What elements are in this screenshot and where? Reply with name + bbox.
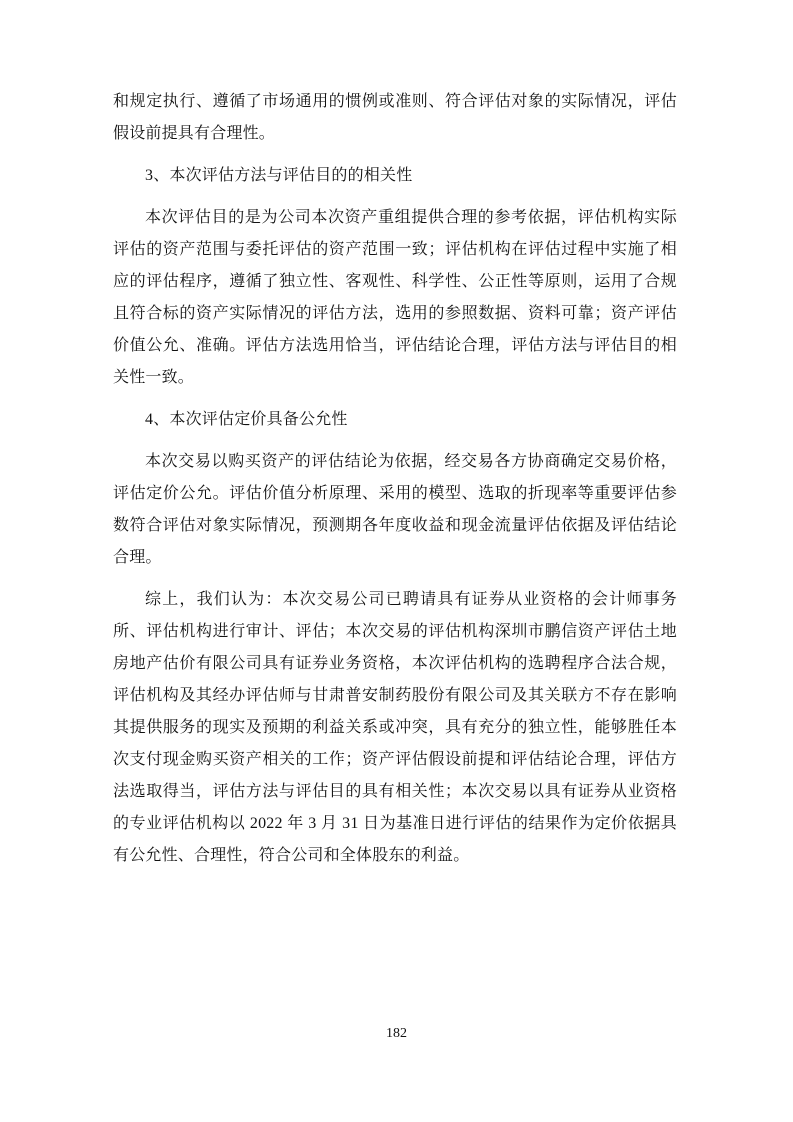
- document-body: [113, 86, 677, 882]
- body-paragraph: 综上，我们认为：本次交易公司已聘请具有证券从业资格的会计师事务所、评估机构进行审计、评估；本次交易的评估机构深圳市鹏信资产评估土地房地产估价有限公司具有证券业务资格，本次评估机构的选聘程序合法合规，评估机构及其经办评估师与甘肃普安制药股份有限公司及其关联方不存在影响其提供服务的现实及预期的利益关系或冲突，具有充分的独立性，能够胜任本次支付现金购买资产相关的工作；资产评估假设前提和评估结论合理，评估方法选取得当，评估方法与评估目的具有相关性；本次交易以具有证券从业资格的专业评估机构以 2022 年 3 月 31 日为基准日进行评估的结果作为定价依据具有公允性、合理性，符合公司和全体股东的利益。: [113, 591, 677, 864]
- body-paragraph: 和规定执行、遵循了市场通用的惯例或准则、符合评估对象的实际情况，评估假设前提具有合理性。: [113, 93, 677, 142]
- section-heading: 4、本次评估定价具备公允性: [145, 411, 348, 428]
- page-footer: [0, 1024, 793, 1043]
- section-heading: 3、本次评估方法与评估目的的相关性: [145, 167, 413, 184]
- page-number: 182: [386, 1026, 407, 1041]
- body-paragraph: 本次评估目的是为公司本次资产重组提供合理的参考依据，评估机构实际评估的资产范围与委托评估的资产范围一致；评估机构在评估过程中实施了相应的评估程序，遵循了独立性、客观性、科学性、公正性等原则，运用了合规且符合标的资产实际情况的评估方法，选用的参照数据、资料可靠；资产评估价值公允、准确。评估方法选用恰当，评估结论合理，评估方法与评估目的相关性一致。: [113, 209, 677, 386]
- body-paragraph: 本次交易以购买资产的评估结论为依据，经交易各方协商确定交易价格，评估定价公允。评估价值分析原理、采用的模型、选取的折现率等重要评估参数符合评估对象实际情况，预测期各年度收益和现金流量评估依据及评估结论合理。: [113, 453, 677, 566]
